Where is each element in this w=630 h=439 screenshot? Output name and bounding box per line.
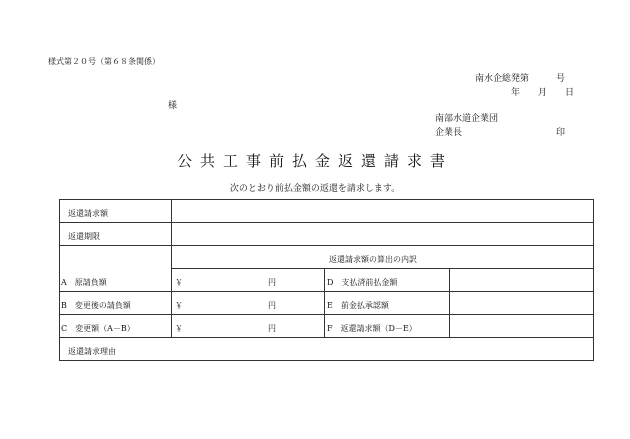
refund-deadline-label: 返還期限: [68, 232, 100, 241]
yen-symbol: ￥: [175, 278, 183, 287]
paid-advance-label: D 支払済前払金額: [327, 278, 398, 287]
revised-contract-label: B 変更後の請負額: [61, 301, 131, 310]
yen-symbol: ￥: [175, 301, 183, 310]
col-line: [449, 268, 450, 337]
refund-amount-label: 返還請求額: [68, 209, 108, 218]
form-style-number: 様式第２０号（第６８条関係）: [48, 57, 160, 66]
col-line: [593, 199, 594, 361]
seal-mark: 印: [556, 128, 566, 138]
refund-reason-label: 返還請求理由: [68, 347, 116, 356]
addressee-honorific: 様: [168, 101, 178, 111]
organization-name: 南部水道企業団: [435, 114, 499, 124]
row-line: [171, 268, 594, 269]
change-amount-label: C 変更額（A－B）: [61, 324, 135, 333]
row-line: [59, 199, 594, 200]
row-line: [59, 222, 594, 223]
col-line: [171, 199, 172, 337]
yen-unit: 円: [268, 301, 276, 310]
head-title: 企業長: [435, 128, 463, 138]
row-line: [59, 245, 594, 246]
original-contract-label: A 原請負額: [61, 278, 107, 287]
yen-unit: 円: [268, 324, 276, 333]
col-line: [59, 199, 60, 361]
row-line: [59, 314, 594, 315]
document-number: 南水企総発第 号: [475, 74, 566, 84]
approved-advance-label: E 前金払承認額: [327, 301, 389, 310]
document-title: 公共工事前払金返還請求書: [176, 152, 453, 170]
row-line: [59, 360, 594, 361]
row-line: [59, 291, 594, 292]
refund-table: [59, 199, 594, 361]
refund-claim-label: F 返還請求額（D－E）: [327, 324, 417, 333]
col-line: [324, 268, 325, 337]
yen-unit: 円: [268, 278, 276, 287]
intro-text: 次のとおり前払金額の返還を請求します。: [229, 184, 401, 194]
breakdown-header: 返還請求額の算出の内訳: [329, 255, 417, 264]
issue-date: 年 月 日: [511, 88, 575, 98]
yen-symbol: ￥: [175, 324, 183, 333]
row-line: [59, 337, 594, 338]
